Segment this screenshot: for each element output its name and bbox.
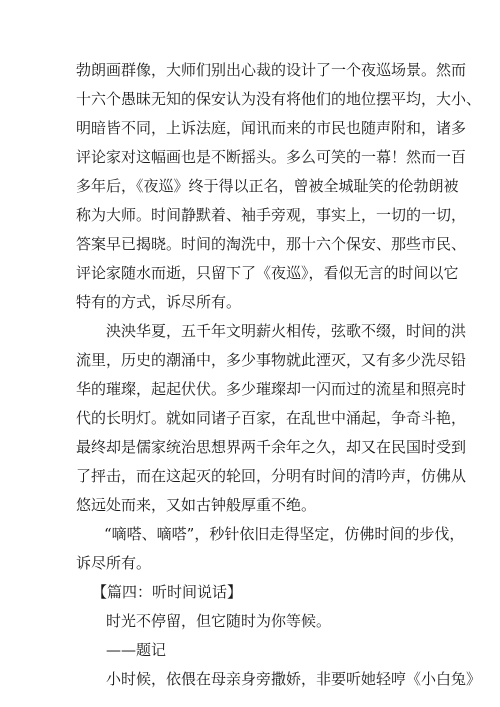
epigraph-attribution: ——题记 xyxy=(106,641,167,659)
paragraph-start-line: 泱泱华夏，五千年文明薪火相传，弦歌不缀，时间的洪 xyxy=(106,322,467,340)
paragraph-start-line: 小时候，依偎在母亲身旁撒娇，非要听她轻哼《小白兔》 xyxy=(106,670,482,688)
text-line: 了抨击，而在这起灭的轮回，分明有时间的清吟声，仿佛从 xyxy=(76,467,467,485)
text-line: 悠远处而来，又如古钟般厚重不绝。 xyxy=(76,496,317,514)
paragraph-start-line: “嘀嗒、嘀嗒”，秒针依旧走得坚定，仿佛时间的步伐， xyxy=(104,525,465,543)
text-line: 代的长明灯。就如同诸子百家，在乱世中涌起，争奇斗艳， xyxy=(76,409,467,427)
text-line: 答案早已揭晓。时间的淘洗中，那十六个保安、那些市民、 xyxy=(76,235,467,253)
text-line: 特有的方式，诉尽所有。 xyxy=(76,293,242,311)
epigraph-line: 时光不停留，但它随时为你等候。 xyxy=(106,612,332,630)
text-line: 多年后，《夜巡》终于得以正名，曾被全城耻笑的伦勃朗被 xyxy=(76,177,459,195)
text-line: 流里，历史的潮涌中，多少事物就此湮灭，又有多少洗尽铅 xyxy=(76,351,467,369)
text-line: 评论家随水而逝，只留下了《夜巡》，看似无言的时间以它 xyxy=(76,264,459,282)
text-line: 最终却是儒家统治思想界两千余年之久，却又在民国时受到 xyxy=(76,438,467,456)
text-line: 评论家对这幅画也是不断摇头。多么可笑的一幕！然而一百 xyxy=(76,148,467,166)
text-line: 华的璀璨，起起伏伏。多少璀璨却一闪而过的流星和照亮时 xyxy=(76,380,467,398)
text-line: 十六个愚昧无知的保安认为没有将他们的地位摆平均，大小、 xyxy=(76,90,482,108)
text-line: 称为大师。时间静默着、袖手旁观，事实上，一切的一切， xyxy=(76,206,467,224)
section-heading: 【篇四：听时间说话】 xyxy=(92,583,243,601)
text-line: 诉尽所有。 xyxy=(76,554,152,572)
text-line: 明暗皆不同，上诉法庭，闻讯而来的市民也随声附和，诸多 xyxy=(76,119,467,137)
text-line: 勃朗画群像，大师们别出心裁的设计了一个夜巡场景。然而 xyxy=(76,61,467,79)
